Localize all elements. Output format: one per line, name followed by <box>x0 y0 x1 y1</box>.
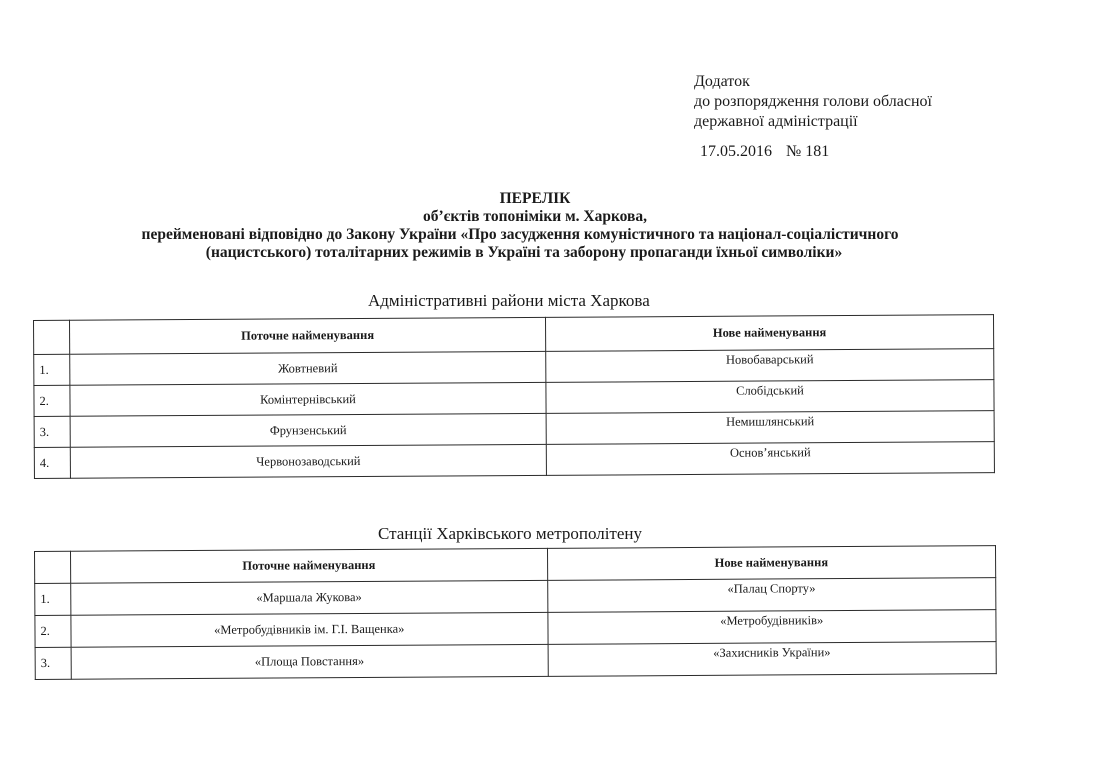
new-name: Основ’янський <box>546 442 994 476</box>
header-current-name: Поточне найменування <box>70 317 546 354</box>
row-number: 2. <box>34 385 70 416</box>
row-number: 4. <box>34 447 70 478</box>
title-line-4: (нацистського) тоталітарних режимів в Україні та заборону пропаганди їхньої символіки» <box>205 244 843 261</box>
header-number <box>34 320 70 354</box>
districts-table <box>33 314 995 479</box>
appendix-administration: державної адміністрації <box>694 113 858 130</box>
current-name: «Маршала Жукова» <box>71 580 548 615</box>
new-name: «Захисників України» <box>548 642 997 677</box>
current-name: Жовтневий <box>70 351 546 385</box>
current-name: «Метробудівників ім. Г.І. Ващенка» <box>71 612 548 647</box>
header-new-name: Нове найменування <box>545 315 993 352</box>
order-date: 17.05.2016 <box>700 143 772 160</box>
new-name: Новобаварський <box>546 349 994 383</box>
header-number <box>35 551 71 583</box>
appendix-block <box>694 72 932 162</box>
row-number: 2. <box>35 615 71 647</box>
appendix-order-reference: до розпорядження голови обласної <box>694 93 932 110</box>
title-line-2: об’єктів топоніміки м. Харкова, <box>422 208 648 225</box>
current-name: «Площа Повстання» <box>71 644 548 679</box>
title-line-3: перейменовані відповідно до Закону України «Про засудження комуністичного та націонал-соціалістичного <box>141 226 899 243</box>
current-name: Комінтернівський <box>70 382 546 416</box>
current-name: Червонозаводський <box>70 444 546 478</box>
row-number: 1. <box>34 354 70 385</box>
row-number: 1. <box>35 583 71 615</box>
header-new-name: Нове найменування <box>547 546 996 581</box>
appendix-label: Додаток <box>694 73 750 90</box>
new-name: Слобідський <box>546 380 994 414</box>
order-number: № 181 <box>786 143 830 160</box>
title-line-1: ПЕРЕЛІК <box>499 190 571 207</box>
header-current-name: Поточне найменування <box>71 548 548 583</box>
table-row <box>34 442 994 479</box>
new-name: Немишлянський <box>546 411 994 445</box>
new-name: «Палац Спорту» <box>547 578 996 613</box>
order-date-number <box>694 142 932 162</box>
document-title <box>0 190 1040 262</box>
current-name: Фрунзенський <box>70 413 546 447</box>
row-number: 3. <box>34 416 70 447</box>
new-name: «Метробудівників» <box>547 610 996 645</box>
table-row <box>35 642 996 680</box>
metro-table <box>34 545 997 680</box>
row-number: 3. <box>35 647 71 679</box>
metro-heading: Станції Харківського метрополітену <box>378 524 643 543</box>
districts-heading: Адміністративні райони міста Харкова <box>368 291 650 310</box>
